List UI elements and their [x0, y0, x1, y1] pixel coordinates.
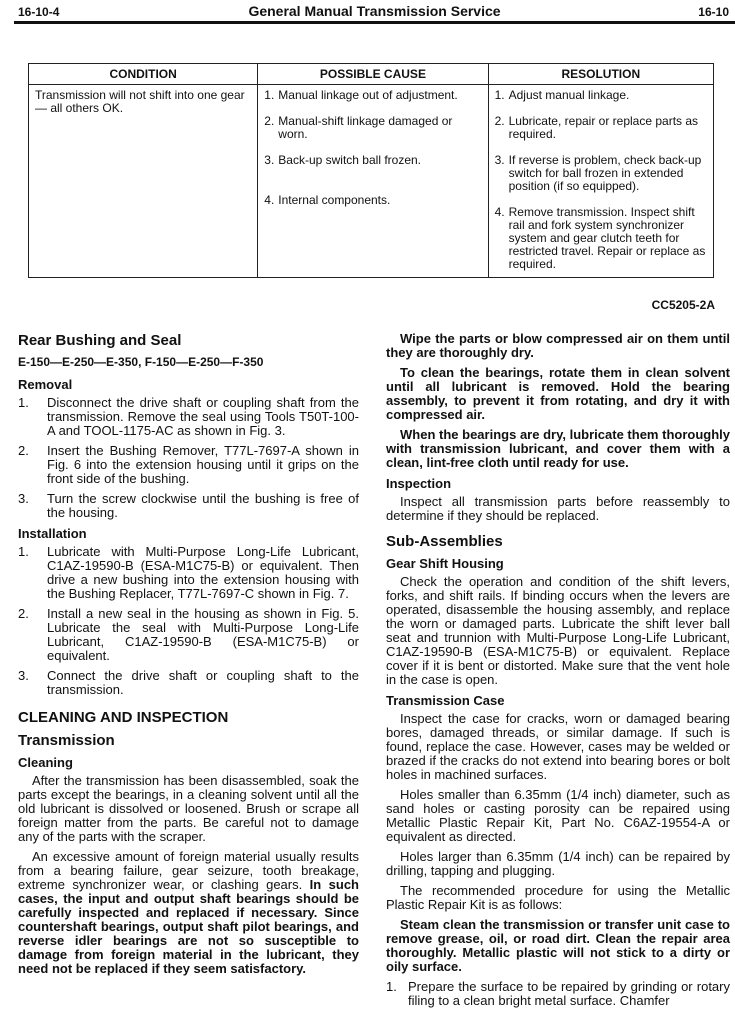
header-resolution: RESOLUTION — [488, 64, 713, 85]
list-item — [386, 980, 730, 1008]
resolution-text: If reverse is problem, check back-up switch for ball frozen in extended position (if so equipped). — [508, 153, 702, 193]
left-column — [18, 332, 359, 982]
table-header-row — [29, 64, 714, 85]
heading-rear-bushing-seal: Rear Bushing and Seal — [18, 332, 182, 349]
item-number: 4. — [494, 205, 505, 219]
step-text: Disconnect the drive shaft or coupling shaft from the transmission. Remove the seal using Tools T50T-100-A and TOOL-1175-AC as shown in Fig. 3. — [47, 395, 359, 438]
diagnosis-table — [28, 63, 714, 278]
heading-cleaning: Cleaning — [18, 755, 73, 770]
list-item — [264, 154, 481, 167]
heading-gear-shift-housing: Gear Shift Housing — [386, 556, 504, 571]
case-paragraph-3: Holes larger than 6.35mm (1/4 inch) can be repaired by drilling, tapping and plugging. — [386, 849, 730, 878]
cause-text: Manual-shift linkage damaged or worn. — [278, 114, 453, 141]
step-text: Prepare the surface to be repaired by grinding or rotary filing to a clean bright metal surface. Chamfer — [408, 979, 730, 1008]
page-header — [14, 3, 735, 23]
list-item — [495, 89, 707, 102]
clean-bearings-paragraph: To clean the bearings, rotate them in clean solvent until all lubricant is removed. Hold the bearing assembly, to prevent it from rotating, and dry it with compressed air. — [386, 365, 730, 422]
page-title: General Manual Transmission Service — [248, 3, 501, 19]
step-number: 1. — [18, 395, 29, 410]
cause-cell — [258, 85, 488, 278]
table-row — [29, 85, 714, 278]
list-item — [264, 89, 481, 102]
cause-text: Internal components. — [278, 193, 391, 207]
header-condition: CONDITION — [29, 64, 258, 85]
step-number: 3. — [18, 491, 29, 506]
list-item — [18, 545, 359, 601]
heading-inspection: Inspection — [386, 476, 452, 491]
list-item — [18, 492, 359, 520]
step-number: 2. — [18, 606, 29, 621]
list-item — [495, 115, 707, 141]
list-item — [18, 607, 359, 663]
step-text: Install a new seal in the housing as shown in Fig. 5. Lubricate the seal with Multi-Purpose Long-Life Lubricant, C1AZ-19590-B (ESA-M1C75-B) or equivalent. — [47, 606, 359, 663]
condition-cell: Transmission will not shift into one gear — all others OK. — [29, 85, 258, 278]
heading-transmission: Transmission — [18, 732, 115, 749]
step-text: Connect the drive shaft or coupling shaft to the transmission. — [47, 668, 359, 697]
header-rule — [14, 21, 735, 24]
item-number: 3. — [494, 153, 505, 167]
gear-shift-paragraph: Check the operation and condition of the shift levers, forks, and shift rails. If binding occurs when the levers are operated, disassemble the housing assembly, and replace the worn or damaged parts. Lubricate the shift lever ball seat and trunnion with Multi-Purpose Long-Life Lubricant, C1AZ-19590-B (ESA-M1C75-B) or equivalent. Replace cover if it is bent or distorted. Make sure that the vent hole in the case is open. — [386, 574, 730, 687]
resolution-text: Remove transmission. Inspect shift rail and fork system synchronizer system and gear clutch teeth for restricted travel. Repair or replace as required. — [508, 205, 706, 271]
cleaning-warning: In such cases, the input and output shaft bearings should be carefully inspected and replaced if necessary. Since countershaft bearings, output shaft pilot bearings, and reverse idler bearings are not so susceptible to damage from foreign material in the lubricant, they need not be replaced if they seem satisfactory. — [18, 877, 359, 976]
case-paragraph-2: Holes smaller than 6.35mm (1/4 inch) diameter, such as sand holes or casting porosity can be repaired using Metallic Plastic Repair Kit, Part No. C6AZ-19554-A or equivalent as directed. — [386, 787, 730, 844]
cleaning-text: An excessive amount of foreign material usually results from a bearing failure, gear seizure, tooth breakage, extreme synchronizer wear, or clashing gears. — [18, 849, 359, 892]
resolution-text: Lubricate, repair or replace parts as required. — [508, 114, 699, 141]
cause-text: Manual linkage out of adjustment. — [278, 88, 458, 102]
heading-transmission-case: Transmission Case — [386, 693, 505, 708]
list-item — [264, 194, 481, 207]
heading-cleaning-inspection: CLEANING AND INSPECTION — [18, 709, 229, 726]
list-item — [264, 115, 481, 141]
step-number: 1. — [386, 979, 397, 994]
repair-steps-list — [386, 980, 730, 1008]
item-number: 3. — [264, 153, 275, 167]
item-number: 4. — [264, 193, 275, 207]
removal-list — [18, 396, 359, 520]
case-paragraph-1: Inspect the case for cracks, worn or damaged bearing bores, damaged threads, or similar damage. If such is found, replace the case. However, cases may be welded or brazed if the cracks do not extend into bearing bores or bolt holes in machined surfaces. — [386, 711, 730, 782]
list-item — [495, 154, 707, 193]
step-number: 3. — [18, 668, 29, 683]
step-text: Lubricate with Multi-Purpose Long-Life Lubricant, C1AZ-19590-B (ESA-M1C75-B) or equivalent. Then drive a new bushing into the extension housing with the Bushing Replacer, T77L-7697-C shown in Fig. 7. — [47, 544, 359, 601]
item-number: 2. — [264, 114, 275, 128]
list-item — [18, 396, 359, 438]
cause-text: Back-up switch ball frozen. — [278, 153, 422, 167]
right-column — [386, 332, 730, 1014]
inspection-paragraph: Inspect all transmission parts before reassembly to determine if they should be replaced. — [386, 494, 730, 523]
item-number: 1. — [264, 88, 275, 102]
figure-code: CC5205-2A — [651, 298, 715, 312]
header-possible-cause: POSSIBLE CAUSE — [258, 64, 488, 85]
installation-list — [18, 545, 359, 697]
heading-sub-assemblies: Sub-Assemblies — [386, 533, 503, 550]
heading-removal: Removal — [18, 377, 73, 392]
resolution-cell — [488, 85, 713, 278]
step-text: Turn the screw clockwise until the bushing is free of the housing. — [47, 491, 359, 520]
item-number: 1. — [494, 88, 505, 102]
page-number-right: 16-10 — [698, 5, 729, 19]
case-paragraph-4: The recommended procedure for using the Metallic Plastic Repair Kit is as follows: — [386, 883, 730, 912]
step-number: 2. — [18, 443, 29, 458]
list-item — [18, 444, 359, 486]
heading-installation: Installation — [18, 526, 87, 541]
wipe-paragraph: Wipe the parts or blow compressed air on them until they are thoroughly dry. — [386, 331, 730, 360]
resolution-text: Adjust manual linkage. — [508, 88, 630, 102]
lubricate-bearings-paragraph: When the bearings are dry, lubricate them thoroughly with transmission lubricant, and cover them with a clean, lint-free cloth until ready for use. — [386, 427, 730, 470]
step-text: Insert the Bushing Remover, T77L-7697-A shown in Fig. 6 into the extension housing until it grips on the front side of the bushing. — [47, 443, 359, 486]
cleaning-paragraph-2 — [18, 850, 359, 976]
models-line: E-150—E-250—E-350, F-150—E-250—F-350 — [18, 355, 264, 369]
item-number: 2. — [494, 114, 505, 128]
page-number-left: 16-10-4 — [18, 5, 60, 19]
list-item — [18, 669, 359, 697]
list-item — [495, 206, 707, 271]
step-number: 1. — [18, 544, 29, 559]
cleaning-paragraph-1: After the transmission has been disassembled, soak the parts except the bearings, in a cleaning solvent until all the old lubricant is dissolved or loosened. Brush or scrape all foreign matter from the parts. Be careful not to damage any of the parts with the scraper. — [18, 773, 359, 844]
steam-clean-paragraph: Steam clean the transmission or transfer unit case to remove grease, oil, or road dirt. Clean the repair area thoroughly. Metallic plastic will not stick to a dirty or oily surface. — [386, 917, 730, 974]
